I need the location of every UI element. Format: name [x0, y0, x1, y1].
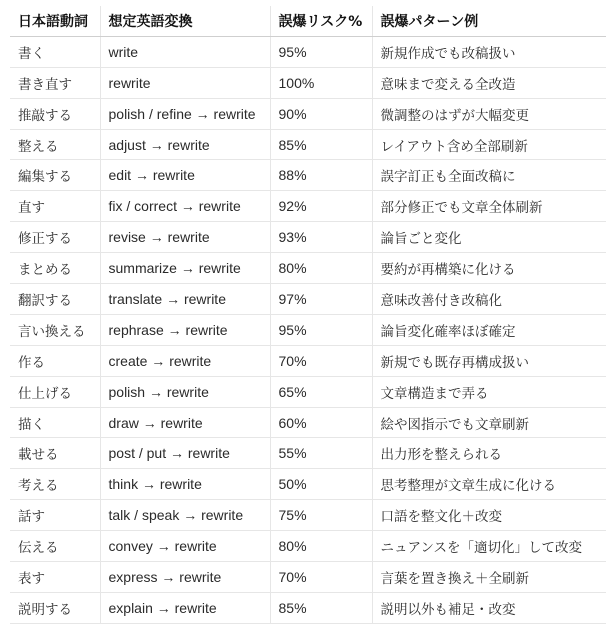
cell-pattern-example: レイアウト含め全部刷新 — [372, 129, 606, 160]
cell-japanese-verb: 言い換える — [10, 314, 100, 345]
table-row — [10, 36, 606, 67]
table-row — [10, 407, 606, 438]
cell-risk-percent: 90% — [270, 98, 372, 129]
cell-japanese-verb: 作る — [10, 345, 100, 376]
header-row — [10, 6, 606, 36]
cell-japanese-verb: 仕上げる — [10, 376, 100, 407]
cell-japanese-verb: まとめる — [10, 253, 100, 284]
cell-risk-percent: 50% — [270, 469, 372, 500]
cell-japanese-verb: 編集する — [10, 160, 100, 191]
cell-english-conversion: summarize → rewrite — [100, 253, 270, 284]
cell-risk-percent: 92% — [270, 191, 372, 222]
cell-english-conversion: draw → rewrite — [100, 407, 270, 438]
verb-risk-table — [10, 6, 606, 624]
cell-english-conversion: rewrite — [100, 67, 270, 98]
table-row — [10, 592, 606, 623]
table-row — [10, 469, 606, 500]
table-row — [10, 160, 606, 191]
cell-pattern-example: 論旨ごと変化 — [372, 222, 606, 253]
cell-english-conversion: fix / correct → rewrite — [100, 191, 270, 222]
table-header — [10, 6, 606, 36]
cell-risk-percent: 93% — [270, 222, 372, 253]
cell-english-conversion: edit → rewrite — [100, 160, 270, 191]
cell-japanese-verb: 説明する — [10, 592, 100, 623]
cell-pattern-example: 部分修正でも文章全体刷新 — [372, 191, 606, 222]
cell-japanese-verb: 考える — [10, 469, 100, 500]
header-pattern-example: 誤爆パターン例 — [372, 6, 606, 36]
cell-pattern-example: ニュアンスを「適切化」して改変 — [372, 531, 606, 562]
cell-english-conversion: think → rewrite — [100, 469, 270, 500]
cell-english-conversion: polish / refine → rewrite — [100, 98, 270, 129]
cell-japanese-verb: 話す — [10, 500, 100, 531]
cell-risk-percent: 80% — [270, 531, 372, 562]
header-assumed-english: 想定英語変換 — [100, 6, 270, 36]
table-row — [10, 531, 606, 562]
cell-japanese-verb: 載せる — [10, 438, 100, 469]
cell-japanese-verb: 修正する — [10, 222, 100, 253]
table-row — [10, 438, 606, 469]
cell-pattern-example: 誤字訂正も全面改稿に — [372, 160, 606, 191]
cell-english-conversion: explain → rewrite — [100, 592, 270, 623]
cell-risk-percent: 85% — [270, 592, 372, 623]
table-row — [10, 98, 606, 129]
cell-english-conversion: write — [100, 36, 270, 67]
cell-risk-percent: 60% — [270, 407, 372, 438]
cell-japanese-verb: 表す — [10, 562, 100, 593]
table-body — [10, 36, 606, 623]
table-row — [10, 562, 606, 593]
cell-risk-percent: 75% — [270, 500, 372, 531]
table-row — [10, 191, 606, 222]
cell-pattern-example: 説明以外も補足・改変 — [372, 592, 606, 623]
cell-pattern-example: 意味改善付き改稿化 — [372, 284, 606, 315]
table-row — [10, 284, 606, 315]
cell-english-conversion: revise → rewrite — [100, 222, 270, 253]
cell-risk-percent: 100% — [270, 67, 372, 98]
table-row — [10, 345, 606, 376]
table-row — [10, 376, 606, 407]
cell-japanese-verb: 書く — [10, 36, 100, 67]
table-row — [10, 129, 606, 160]
verb-risk-table-container — [10, 6, 606, 624]
header-japanese-verb: 日本語動詞 — [10, 6, 100, 36]
cell-english-conversion: convey → rewrite — [100, 531, 270, 562]
table-row — [10, 222, 606, 253]
cell-risk-percent: 88% — [270, 160, 372, 191]
cell-risk-percent: 70% — [270, 345, 372, 376]
table-row — [10, 253, 606, 284]
cell-english-conversion: express → rewrite — [100, 562, 270, 593]
cell-english-conversion: polish → rewrite — [100, 376, 270, 407]
cell-pattern-example: 文章構造まで弄る — [372, 376, 606, 407]
cell-english-conversion: post / put → rewrite — [100, 438, 270, 469]
cell-risk-percent: 80% — [270, 253, 372, 284]
cell-english-conversion: rephrase → rewrite — [100, 314, 270, 345]
table-row — [10, 67, 606, 98]
cell-risk-percent: 85% — [270, 129, 372, 160]
cell-pattern-example: 出力形を整えられる — [372, 438, 606, 469]
cell-risk-percent: 95% — [270, 314, 372, 345]
cell-risk-percent: 70% — [270, 562, 372, 593]
cell-pattern-example: 思考整理が文章生成に化ける — [372, 469, 606, 500]
cell-pattern-example: 論旨変化確率ほぼ確定 — [372, 314, 606, 345]
cell-japanese-verb: 書き直す — [10, 67, 100, 98]
cell-pattern-example: 口語を整文化＋改変 — [372, 500, 606, 531]
cell-japanese-verb: 伝える — [10, 531, 100, 562]
table-row — [10, 314, 606, 345]
cell-japanese-verb: 描く — [10, 407, 100, 438]
cell-risk-percent: 65% — [270, 376, 372, 407]
cell-japanese-verb: 直す — [10, 191, 100, 222]
cell-risk-percent: 55% — [270, 438, 372, 469]
cell-pattern-example: 絵や図指示でも文章刷新 — [372, 407, 606, 438]
cell-pattern-example: 微調整のはずが大幅変更 — [372, 98, 606, 129]
cell-japanese-verb: 翻訳する — [10, 284, 100, 315]
header-risk-percent: 誤爆リスク% — [270, 6, 372, 36]
table-row — [10, 500, 606, 531]
cell-risk-percent: 95% — [270, 36, 372, 67]
cell-pattern-example: 新規作成でも改稿扱い — [372, 36, 606, 67]
cell-japanese-verb: 推敲する — [10, 98, 100, 129]
cell-english-conversion: adjust → rewrite — [100, 129, 270, 160]
cell-pattern-example: 言葉を置き換え＋全刷新 — [372, 562, 606, 593]
cell-english-conversion: create → rewrite — [100, 345, 270, 376]
cell-pattern-example: 意味まで変える全改造 — [372, 67, 606, 98]
cell-japanese-verb: 整える — [10, 129, 100, 160]
cell-pattern-example: 新規でも既存再構成扱い — [372, 345, 606, 376]
cell-pattern-example: 要約が再構築に化ける — [372, 253, 606, 284]
cell-english-conversion: translate → rewrite — [100, 284, 270, 315]
cell-english-conversion: talk / speak → rewrite — [100, 500, 270, 531]
cell-risk-percent: 97% — [270, 284, 372, 315]
